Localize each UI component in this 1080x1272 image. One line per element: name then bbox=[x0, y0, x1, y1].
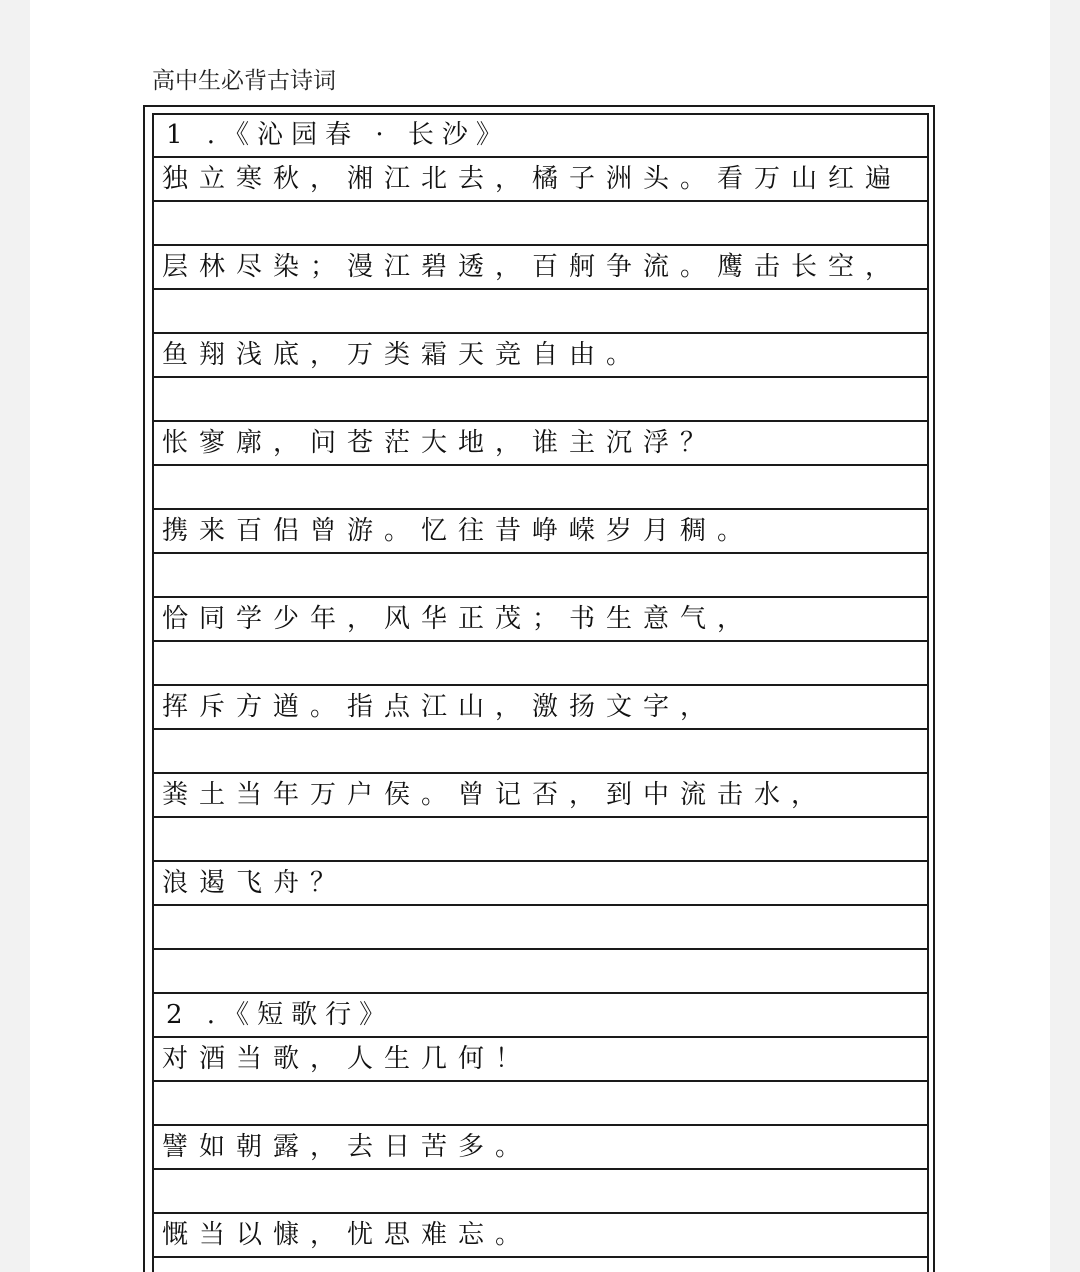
ruled-line bbox=[152, 332, 929, 334]
poem-line: 对酒当歌，人生几何！ bbox=[162, 1044, 533, 1074]
poem-heading: 2 .《短歌行》 bbox=[166, 1000, 394, 1030]
poem-line: 挥斥方遒。指点江山，激扬文字， bbox=[162, 692, 718, 722]
document-title: 高中生必背古诗词 bbox=[152, 68, 336, 94]
ruled-line bbox=[152, 1080, 929, 1082]
poem-line: 鱼翔浅底，万类霜天竞自由。 bbox=[162, 340, 644, 370]
poem-line: 恰同学少年，风华正茂；书生意气， bbox=[162, 604, 755, 634]
ruled-line bbox=[152, 728, 929, 730]
ruled-line bbox=[152, 244, 929, 246]
ruled-line bbox=[152, 376, 929, 378]
ruled-line bbox=[152, 816, 929, 818]
ruled-line bbox=[152, 1212, 929, 1214]
ruled-line bbox=[152, 464, 929, 466]
ruled-line bbox=[152, 684, 929, 686]
poem-line: 怅寥廓，问苍茫大地，谁主沉浮？ bbox=[162, 428, 718, 458]
poem-line: 独立寒秋，湘江北去，橘子洲头。看万山红遍 bbox=[162, 164, 903, 194]
ruled-line bbox=[152, 508, 929, 510]
ruled-line bbox=[152, 1256, 929, 1258]
ruled-line bbox=[152, 552, 929, 554]
ruled-line bbox=[152, 156, 929, 158]
ruled-line bbox=[152, 992, 929, 994]
ruled-line bbox=[152, 596, 929, 598]
ruled-line bbox=[152, 288, 929, 290]
ruled-line bbox=[152, 772, 929, 774]
ruled-line bbox=[152, 1124, 929, 1126]
poem-line: 层林尽染；漫江碧透，百舸争流。鹰击长空， bbox=[162, 252, 903, 282]
ruled-line bbox=[152, 860, 929, 862]
poem-heading: 1 .《沁园春 · 长沙》 bbox=[166, 120, 510, 150]
ruled-line bbox=[152, 948, 929, 950]
poem-line: 携来百侣曾游。忆往昔峥嵘岁月稠。 bbox=[162, 516, 755, 546]
poem-line: 慨当以慷，忧思难忘。 bbox=[162, 1220, 533, 1250]
ruled-line bbox=[152, 904, 929, 906]
poem-line: 粪土当年万户侯。曾记否，到中流击水， bbox=[162, 780, 829, 810]
ruled-line bbox=[152, 200, 929, 202]
ruled-line bbox=[152, 420, 929, 422]
ruled-line bbox=[152, 1168, 929, 1170]
ruled-line bbox=[152, 1036, 929, 1038]
poem-line: 譬如朝露，去日苦多。 bbox=[162, 1132, 533, 1162]
poem-line: 浪遏飞舟？ bbox=[162, 868, 348, 898]
ruled-line bbox=[152, 640, 929, 642]
